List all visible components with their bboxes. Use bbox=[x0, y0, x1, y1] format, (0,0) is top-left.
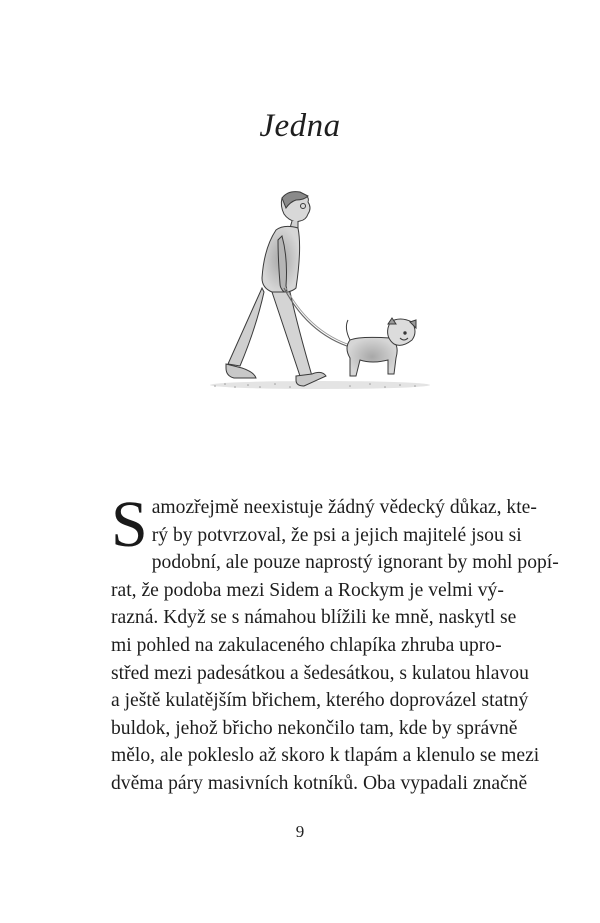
man-walking-dog-illustration bbox=[200, 188, 450, 400]
ground-shadow bbox=[210, 381, 430, 389]
text-line: rat, že podoba mezi Sidem a Rockym je velmi vý- bbox=[111, 579, 504, 601]
text-line: dvěma páry masivních kotníků. Oba vypadali značně bbox=[111, 772, 528, 794]
text-line: razná. Když se s námahou blížili ke mně, naskytl se bbox=[111, 607, 517, 629]
text-line: podobní, ale pouze naprostý ignorant by mohl popí- bbox=[151, 552, 559, 574]
text-line: buldok, jehož břicho nekončilo tam, kde by správně bbox=[111, 717, 518, 739]
text-line: střed mezi padesátkou a šedesátkou, s kulatou hlavou bbox=[111, 662, 529, 684]
man-figure bbox=[226, 192, 326, 386]
page-number: 9 bbox=[295, 822, 305, 841]
dog-figure bbox=[346, 318, 416, 376]
text-line: rý by potvrzoval, že psi a jejich majitelé jsou si bbox=[151, 524, 522, 546]
chapter-text bbox=[111, 488, 559, 798]
text-line: amozřejmě neexistuje žádný vědecký důkaz, kte- bbox=[151, 497, 537, 518]
drop-cap: S bbox=[111, 488, 148, 561]
text-line: mi pohled na zakulaceného chlapíka zhruba upro- bbox=[111, 634, 502, 656]
text-line: a ještě kulatějším břichem, kterého doprovázel statný bbox=[111, 690, 529, 712]
text-line: mělo, ale pokleslo až skoro k tlapám a klenulo se mezi bbox=[111, 745, 540, 767]
chapter-title: Jedna bbox=[259, 108, 341, 144]
